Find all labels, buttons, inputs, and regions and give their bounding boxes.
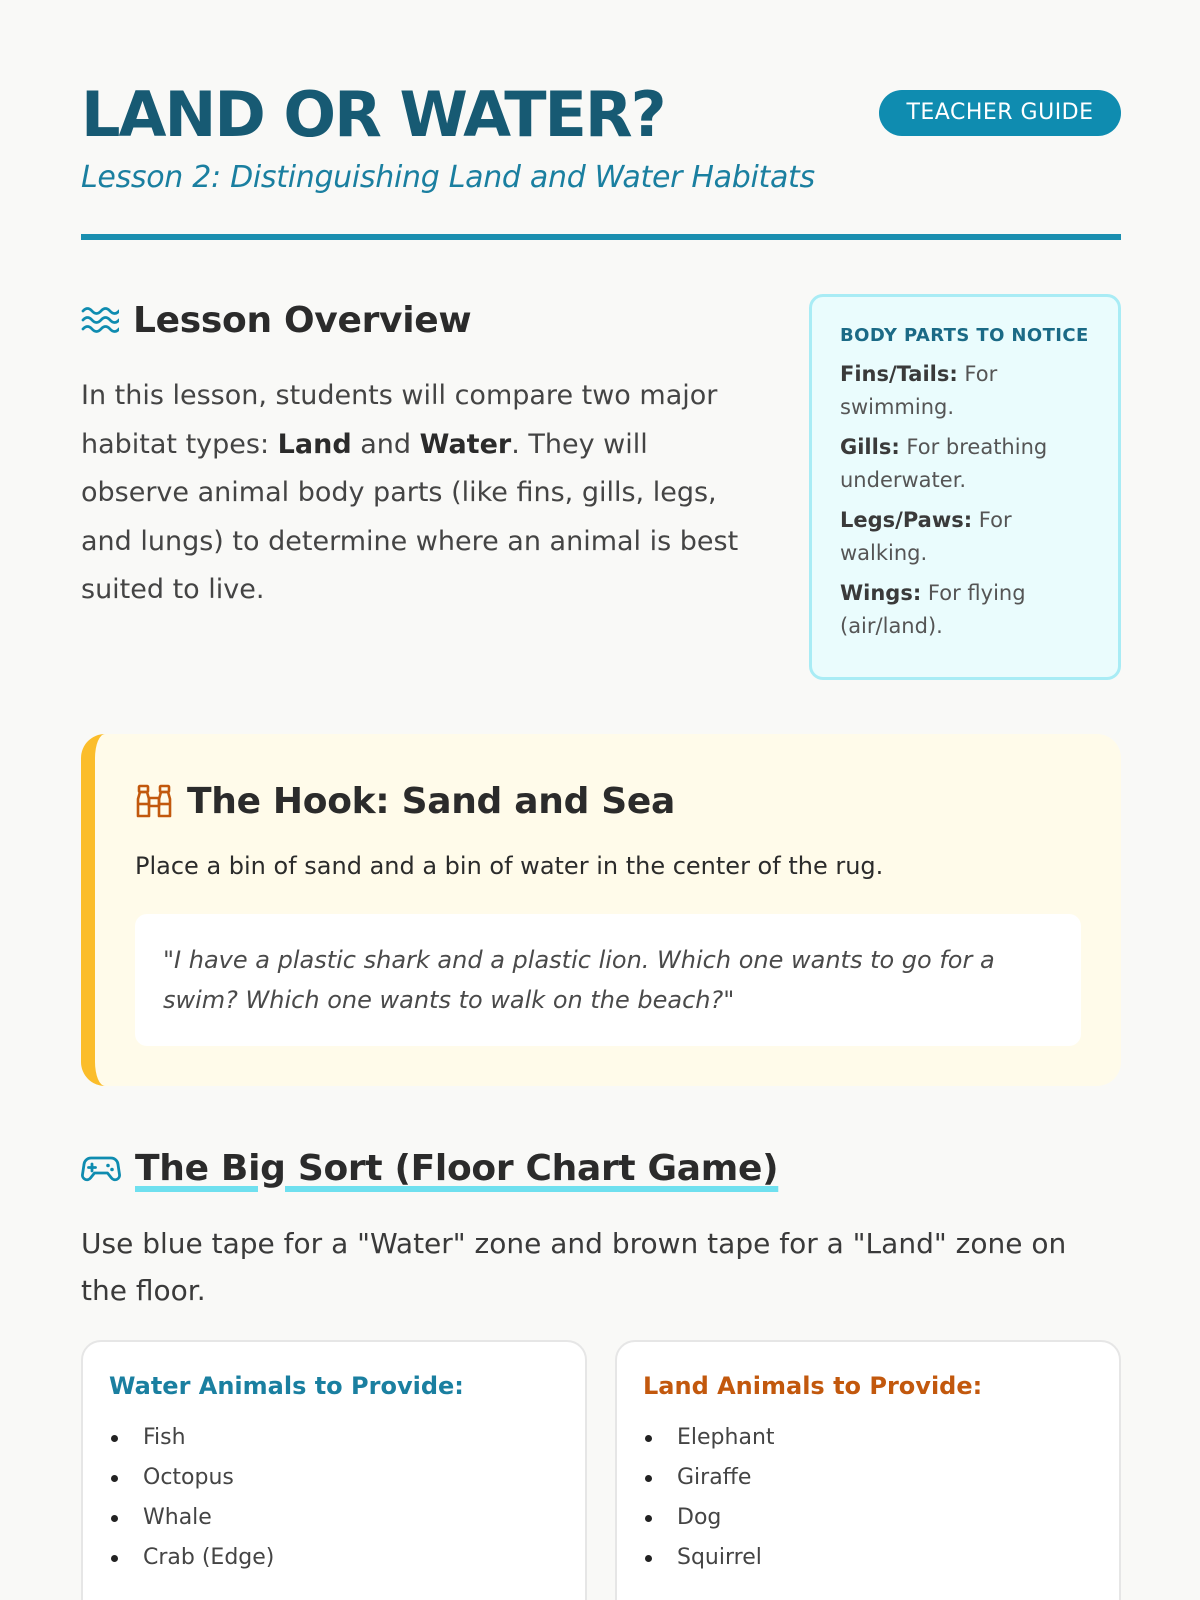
list-item: Whale [109,1498,559,1538]
overview-text-part: In this lesson, students will compare two major habitat types: [81,380,718,460]
body-part-term: Wings: [840,581,922,605]
body-part-item [840,504,1094,570]
body-part-desc: For swimming. [840,362,998,419]
header-divider [81,234,1121,240]
list-item: Octopus [109,1458,559,1498]
sort-heading-row [81,1140,778,1196]
overview-paragraph [81,372,761,615]
list-item: Giraffe [643,1458,1093,1498]
body-part-term: Gills: [840,435,900,459]
sort-heading: The Big Sort (Floor Chart Game) [135,1147,779,1189]
body-parts-box [809,294,1121,680]
teacher-guide-badge: TEACHER GUIDE [879,90,1121,136]
page-title: LAND OR WATER? [81,78,665,151]
body-part-item [840,577,1094,643]
list-item: Elephant [643,1418,1093,1458]
overview-text-part: . They will observe animal body parts (like fins, gills, legs, and lungs) to determine where an animal is best suited to live. [81,428,739,605]
waves-icon [81,305,119,335]
body-part-item [840,431,1094,497]
water-animals-list [109,1418,559,1578]
hook-section [81,734,1121,1086]
overview-heading: Lesson Overview [133,299,472,341]
list-item: Squirrel [643,1538,1093,1578]
gamepad-icon [81,1152,121,1184]
binoculars-icon [135,784,173,818]
body-part-desc: For flying (air/land). [840,581,1026,638]
overview-heading-row [81,295,471,345]
body-part-item [840,358,1094,424]
list-item: Crab (Edge) [109,1538,559,1578]
list-item: Dog [643,1498,1093,1538]
list-item: Fish [109,1418,559,1458]
overview-bold-land: Land [277,428,352,460]
water-animals-title: Water Animals to Provide: [109,1372,464,1400]
overview-text-part: and [351,428,420,460]
water-animals-card [81,1340,587,1600]
body-parts-title: BODY PARTS TO NOTICE [840,325,1089,346]
body-part-term: Legs/Paws: [840,508,973,532]
land-animals-list [643,1418,1093,1578]
body-part-term: Fins/Tails: [840,362,958,386]
hook-heading: The Hook: Sand and Sea [187,780,676,822]
page-subtitle: Lesson 2: Distinguishing Land and Water Habitats [81,160,815,195]
hook-instruction: Place a bin of sand and a bin of water in the center of the rug. [135,852,884,880]
land-animals-card [615,1340,1121,1600]
body-part-desc: For breathing underwater. [840,435,1048,492]
hook-heading-row [135,776,675,826]
land-animals-title: Land Animals to Provide: [643,1372,983,1400]
body-part-desc: For walking. [840,508,1012,565]
sort-instruction: Use blue tape for a "Water" zone and brown tape for a "Land" zone on the floor. [81,1227,1067,1307]
overview-bold-water: Water [419,428,512,460]
hook-quote: "I have a plastic shark and a plastic lion. Which one wants to go for a swim? Which one wants to walk on the beach?" [135,914,1081,1046]
